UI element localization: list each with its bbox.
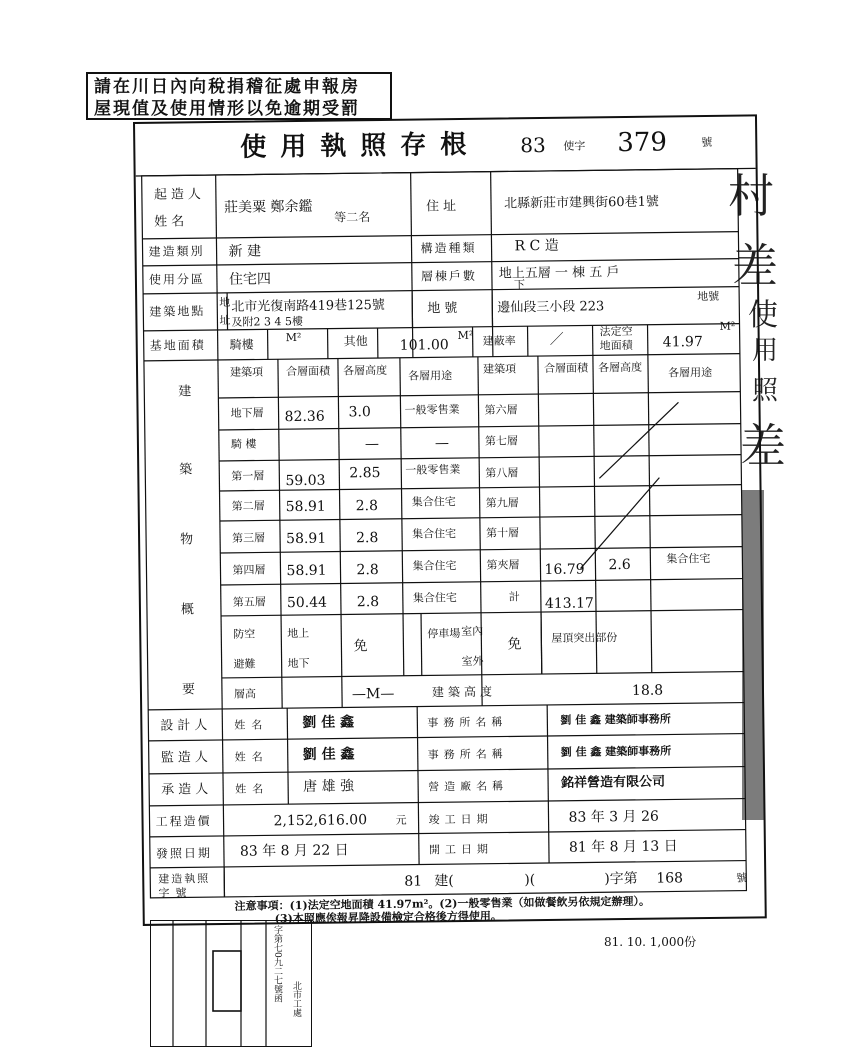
open-space-unit: M²	[719, 319, 736, 333]
parking-exempt: 免	[507, 636, 522, 653]
label-cost: 工程造價	[155, 814, 212, 829]
floor-right-label: 第八層	[485, 466, 519, 480]
floor-right-area: 413.17	[544, 595, 595, 613]
side-char-6: 差	[740, 419, 786, 473]
print-note: 81. 10. 1,000份	[604, 935, 697, 949]
floor-left-area: 59.03	[285, 472, 326, 490]
form-title: 使用執照存根	[240, 129, 481, 163]
permit-number: 168	[656, 870, 684, 887]
floor-left-area: 58.91	[286, 562, 327, 580]
cost-unit: 元	[395, 813, 407, 827]
supervisor-name: 劉 佳 鑫	[302, 746, 355, 763]
label-building-height: 建築高度	[431, 684, 497, 700]
owner-names: 莊美粟 鄭余鑑	[223, 198, 313, 216]
hdr-use: 各層用途	[408, 369, 453, 383]
signature-stamp-block	[150, 920, 312, 1047]
coverage-value: ／	[549, 331, 564, 348]
label-contractor-name: 姓名	[235, 782, 270, 796]
civil-defense-exempt: 免	[353, 638, 368, 655]
structure-type: R C 造	[514, 237, 559, 255]
story-height: —M—	[351, 685, 395, 703]
label-zone: 使用分區	[148, 272, 206, 287]
construction-cost: 2,152,616.00	[273, 812, 368, 830]
label-arcade: 騎樓	[229, 337, 254, 352]
label-roof: 屋頂突出部份	[551, 631, 618, 645]
floor-left-height: —	[364, 436, 380, 453]
floor-left-use: 集合住宅	[411, 527, 457, 541]
owner-suffix: 等二名	[334, 210, 371, 225]
hdr-building-item-r: 建築項	[482, 362, 517, 376]
floor-left-use: —	[434, 435, 450, 452]
label-build-type: 建造類別	[148, 244, 205, 259]
floor-left-height: 2.8	[356, 594, 380, 611]
floor-left-label: 地下層	[230, 406, 264, 420]
label-site-addr-b: 址	[219, 313, 231, 327]
owner-address: 北縣新莊市建興街60巷1號	[503, 194, 659, 212]
label-open-space-2: 地面積	[599, 338, 633, 353]
label-building-3: 物	[180, 532, 198, 548]
floor-left-use: 集合住宅	[411, 495, 456, 509]
other-area: 101.00	[399, 337, 449, 354]
floor-left-area: 82.36	[284, 408, 325, 426]
side-char-4: 用	[752, 336, 779, 366]
label-contractor: 承造人	[161, 782, 213, 798]
label-site: 建築地點	[149, 304, 206, 319]
notice-line-1: 請在川日內向稅捐稽征處申報房	[94, 77, 360, 97]
label-other: 其他	[343, 334, 368, 349]
label-owner-1: 起造人	[153, 187, 205, 203]
label-contractor-firm: 營造廠名稱	[428, 779, 509, 794]
side-char-3: 使	[748, 298, 778, 333]
permit-stub	[133, 114, 767, 926]
floor-left-label: 第三層	[232, 531, 266, 545]
floor-left-use: 一般零售業	[404, 403, 460, 417]
label-underground: 地下	[287, 656, 310, 671]
floor-left-height: 2.85	[349, 465, 381, 482]
floor-left-label: 第一層	[231, 469, 265, 483]
other-unit: M²	[457, 328, 474, 343]
label-parking: 停車場	[427, 627, 461, 641]
label-indoor: 室內	[461, 624, 484, 639]
stamp-grid	[151, 921, 311, 1046]
header-type-char: 使字	[563, 139, 586, 153]
header-number: 379	[617, 127, 668, 159]
label-lot: 地號	[427, 301, 462, 317]
label-lot-right: 地號	[697, 289, 720, 304]
permit-suffix: 號	[736, 871, 748, 885]
label-supervisor: 監造人	[160, 750, 212, 766]
label-completion: 竣工日期	[428, 812, 493, 827]
floor-left-area: 50.44	[286, 594, 328, 612]
notice-line-2: 屋現值及使用情形以免逾期受罰	[94, 99, 360, 119]
notes-line-1: 注意事項：(1)法定空地面積 41.97m²。(2)一般零售業（如做餐飲另依規定辦理）。	[234, 894, 650, 913]
label-designer-name: 姓名	[234, 718, 269, 732]
side-char-5: 照	[752, 376, 779, 406]
start-date: 81 年 8 月 13 日	[568, 838, 678, 856]
side-char-1: 村	[728, 169, 774, 223]
floors-below: 下	[513, 278, 526, 292]
floor-left-label: 第二層	[231, 499, 265, 513]
header-year: 83	[520, 132, 546, 158]
floor-left-use: 集合住宅	[412, 559, 457, 573]
floor-left-height: 2.8	[356, 530, 379, 547]
label-ground: 地上	[287, 626, 310, 641]
floor-right-height: 2.6	[608, 556, 631, 574]
label-building-5: 要	[181, 682, 200, 698]
hdr-floor-height: 各層高度	[342, 363, 388, 378]
site-address-sub: 及附2 3 4 5樓	[231, 314, 304, 329]
label-building-4: 概	[180, 602, 199, 618]
permit-char: 建(	[434, 873, 454, 890]
label-issue-date: 發照日期	[155, 846, 213, 861]
contractor-name: 唐 雄 強	[303, 778, 355, 795]
floor-right-use: 集合住宅	[666, 551, 711, 566]
hdr-building-item: 建築項	[229, 365, 264, 379]
supervisor-office: 劉 佳 鑫 建築師事務所	[560, 744, 672, 759]
floor-right-label: 第十層	[485, 526, 520, 540]
open-space-area: 41.97	[662, 334, 703, 351]
designer-name: 劉 佳 鑫	[302, 714, 355, 731]
completion-date: 83 年 3 月 26	[568, 808, 659, 826]
label-evacuation: 避難	[233, 657, 256, 671]
floor-right-label: 第七層	[484, 434, 519, 448]
contractor-firm: 銘祥營造有限公司	[561, 774, 666, 791]
hdr-use-r: 各層用途	[668, 365, 713, 380]
floor-left-height: 2.8	[356, 562, 379, 579]
arcade-unit: M²	[285, 330, 302, 345]
floors-units: 地上五層 一 棟 五 戶	[498, 265, 620, 282]
floor-left-height: 3.0	[348, 404, 371, 421]
build-type: 新 建	[228, 243, 262, 260]
label-structure: 構造種類	[420, 240, 477, 256]
hdr-floor-area-r: 合層面積	[543, 361, 589, 375]
floor-left-label: 第五層	[232, 595, 266, 609]
floor-left-label: 騎 樓	[230, 437, 257, 451]
issue-date: 83 年 8 月 22 日	[239, 842, 349, 860]
label-coverage: 建蔽率	[482, 334, 516, 348]
label-supervisor-office: 事務所名稱	[427, 747, 508, 762]
label-outdoor: 室外	[461, 654, 484, 669]
label-permit-no-1: 建造執照	[158, 872, 211, 886]
floor-left-area: 58.91	[286, 530, 327, 548]
label-permit-no-2: 字號	[158, 886, 193, 900]
label-address: 住址	[425, 199, 461, 215]
label-owner-2: 姓名	[154, 214, 189, 230]
label-designer: 設計人	[160, 718, 212, 734]
label-supervisor-name: 姓名	[234, 750, 269, 764]
stamp-head: 北市工處	[291, 981, 301, 1017]
site-address: 北市光復南路419巷125號	[231, 297, 385, 315]
header-suffix: 號	[701, 135, 713, 150]
label-building-2: 築	[179, 462, 197, 478]
floor-left-label: 第四層	[232, 563, 266, 577]
hdr-floor-height-r: 各層高度	[597, 360, 643, 375]
lot-number: 邊仙段三小段 223	[497, 299, 605, 316]
floor-right-label: 第六層	[484, 403, 518, 417]
floor-right-area: 16.79	[544, 561, 585, 579]
notice-box	[86, 72, 392, 120]
floor-right-label: 第夾層	[486, 558, 520, 572]
notes-line-2: (3)本照應俟報昇降設備檢定合格後方得使用。	[274, 909, 502, 926]
label-story-height: 層高	[233, 687, 257, 701]
floor-left-use: 集合住宅	[412, 591, 457, 605]
floor-left-use: 一般零售業	[405, 463, 461, 477]
permit-year: 81	[404, 873, 423, 890]
label-floors-units: 層棟戶數	[420, 268, 478, 284]
zone: 住宅四	[228, 271, 272, 288]
label-area: 基地面積	[149, 338, 206, 353]
floor-left-area: 58.91	[285, 498, 326, 516]
hdr-floor-area: 合層面積	[285, 364, 331, 379]
floor-right-label: 計	[508, 590, 520, 604]
label-designer-office: 事務所名稱	[427, 715, 508, 730]
stamp-text: 字第七0九二七號函	[272, 925, 282, 1003]
floor-left-height: 2.8	[355, 498, 379, 515]
label-open-space-1: 法定空	[599, 324, 633, 339]
label-site-addr-a: 地	[219, 295, 231, 309]
permit-mid: )(	[524, 872, 536, 889]
side-char-2: 差	[732, 239, 778, 293]
label-civil-defense: 防空	[233, 627, 256, 641]
scan-shadow	[742, 490, 764, 820]
permit-close: )字第	[604, 870, 638, 888]
building-height: 18.8	[631, 682, 664, 699]
form-grid	[135, 116, 765, 924]
label-building-1: 建	[178, 384, 196, 400]
label-start: 開工日期	[428, 842, 493, 857]
floor-right-label: 第九層	[485, 496, 519, 510]
designer-office: 劉 佳 鑫 建築師事務所	[560, 712, 671, 727]
